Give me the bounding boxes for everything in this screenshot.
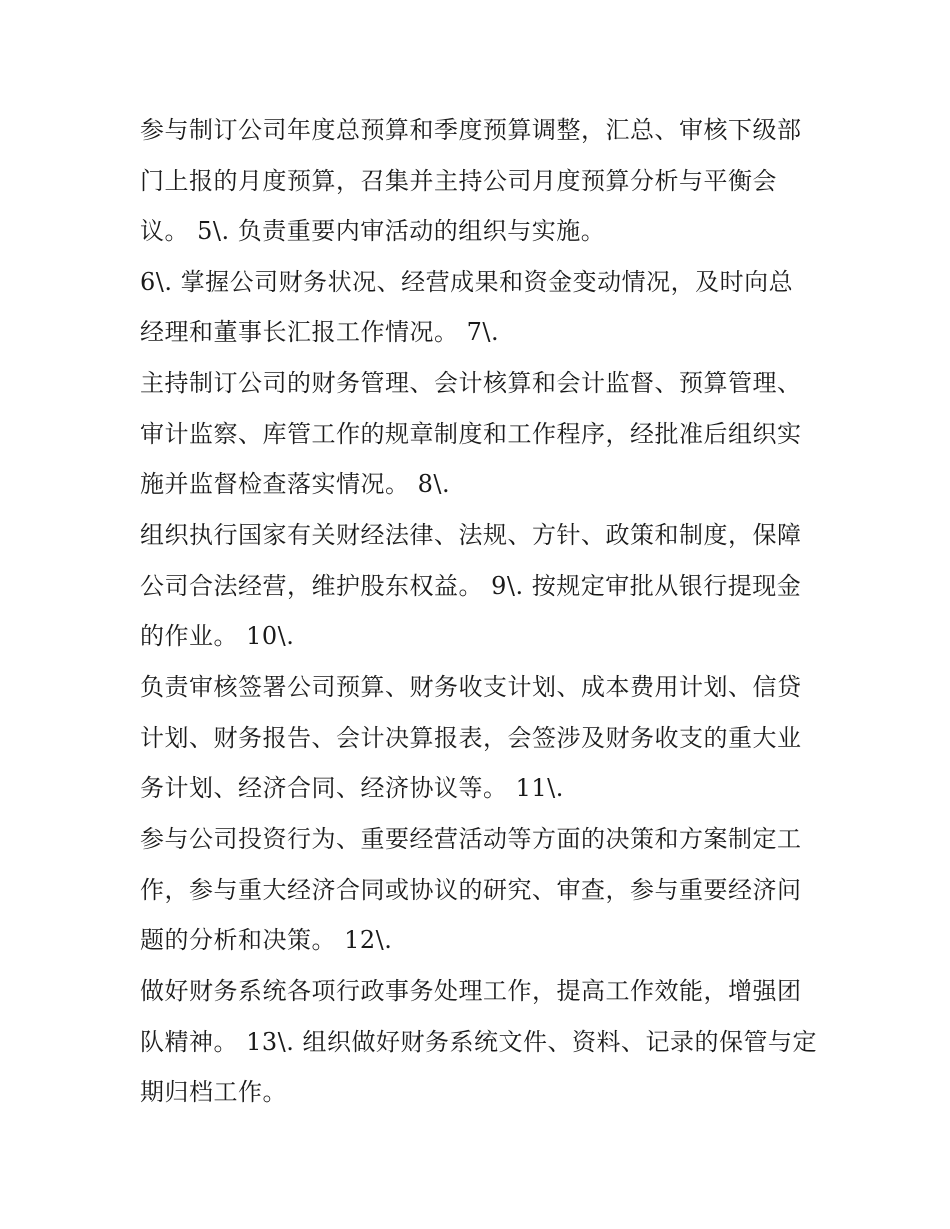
text-line: 审计监察、库管工作的规章制度和工作程序，经批准后组织实 [140,420,802,448]
text-line: 负责审核签署公司预算、财务收支计划、成本费用计划、信贷 [140,673,802,701]
text-line: 务计划、经济合同、经济协议等。 11\. [140,774,564,802]
text-line: 作，参与重大经济合同或协议的研究、审查，参与重要经济问 [140,876,802,904]
text-line: 参与制订公司年度总预算和季度预算调整，汇总、审核下级部 [140,116,802,144]
text-line: 施并监督检查落实情况。 8\. [140,470,451,498]
text-line: 做好财务系统各项行政事务处理工作，提高工作效能，增强团 [140,977,802,1005]
text-line: 的作业。 10\. [140,622,295,650]
text-line: 参与公司投资行为、重要经营活动等方面的决策和方案制定工 [140,825,802,853]
text-line: 队精神。 13\. 组织做好财务系统文件、资料、记录的保管与定 [140,1028,818,1056]
text-line: 门上报的月度预算，召集并主持公司月度预算分析与平衡会 [140,167,777,195]
text-line: 议。 5\. 负责重要内审活动的组织与实施。 [140,217,606,245]
text-line: 公司合法经营，维护股东权益。 9\. 按规定审批从银行提现金 [140,572,802,600]
text-line: 计划、财务报告、会计决算报表，会签涉及财务收支的重大业 [140,724,802,752]
text-line: 主持制订公司的财务管理、会计核算和会计监督、预算管理、 [140,369,802,397]
text-line: 期归档工作。 [140,1078,287,1106]
text-line: 题的分析和决策。 12\. [140,926,393,954]
text-line: 6\. 掌握公司财务状况、经营成果和资金变动情况，及时向总 [140,268,794,296]
text-line: 经理和董事长汇报工作情况。 7\. [140,318,500,346]
text-line: 组织执行国家有关财经法律、法规、方针、政策和制度，保障 [140,521,802,549]
